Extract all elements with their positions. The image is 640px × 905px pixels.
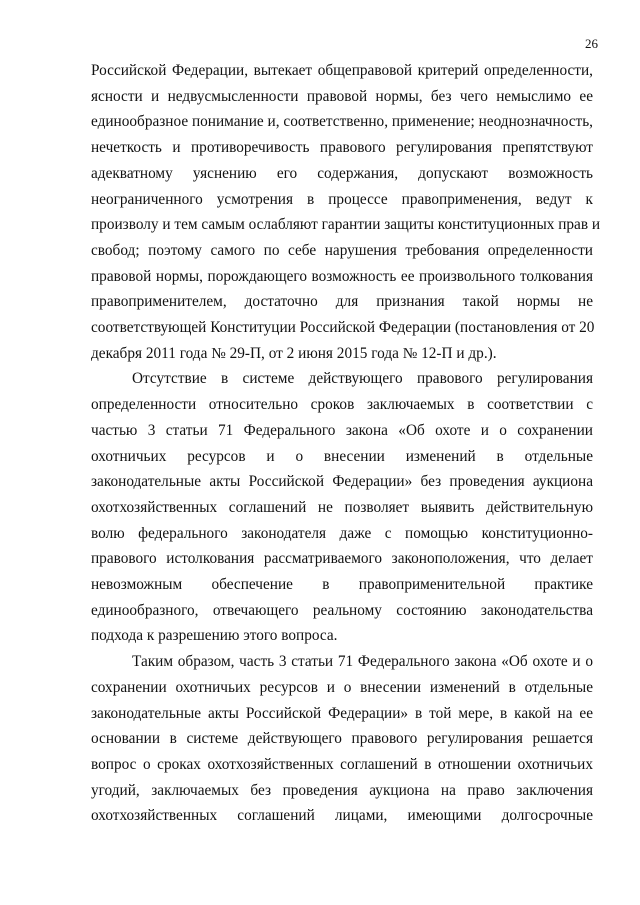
text-line: волю федерального законодателя даже с помощью конституционно- (91, 524, 593, 542)
text-line: охотхозяйственных соглашений лицами, имеющими долгосрочные (91, 807, 593, 825)
text-line: свобод; поэтому самого по себе нарушения требования определенности (91, 241, 593, 259)
text-line: произволу и тем самым ослабляют гарантии защиты конституционных прав и (91, 216, 601, 234)
text-line: адекватному уяснению его содержания, допускают возможность (91, 164, 593, 182)
text-line: соответствующей Конституции Российской Федерации (постановления от 20 (91, 319, 595, 337)
paragraph-2 (91, 366, 593, 649)
text-line: угодий, заключаемых без проведения аукциона на право заключения (91, 781, 593, 799)
text-line: единообразного, отвечающего реальному состоянию законодательства (91, 601, 593, 619)
text-line: Отсутствие в системе действующего правового регулирования (132, 370, 593, 388)
text-line: Таким образом, часть 3 статьи 71 Федерального закона «Об охоте и о (132, 653, 593, 671)
text-line: законодательные акты Российской Федерации» в той мере, в какой на ее (91, 704, 593, 722)
text-line: законодательные акты Российской Федерации» без проведения аукциона (91, 473, 593, 491)
text-line: невозможным обеспечение в правоприменительной практике (91, 576, 593, 594)
text-line: охотничьих ресурсов и о внесении изменений в отдельные (91, 447, 593, 465)
text-line: единообразное понимание и, соответственно, применение; неоднозначность, (91, 113, 593, 131)
text-line: нечеткость и противоречивость правового регулирования препятствуют (91, 139, 593, 157)
paragraph-3 (91, 649, 593, 829)
text-line: определенности относительно сроков заключаемых в соответствии с (91, 396, 593, 414)
text-line: подхода к разрешению этого вопроса. (91, 627, 338, 645)
text-line: основании в системе действующего правового регулирования решается (91, 730, 593, 748)
text-line: Российской Федерации, вытекает общеправовой критерий определенности, (91, 62, 593, 79)
text-line: сохранении охотничьих ресурсов и о внесении изменений в отдельные (91, 678, 593, 696)
text-line: вопрос о сроках охотхозяйственных соглашений в отношении охотничьих (91, 755, 593, 773)
paragraph-1 (91, 58, 601, 366)
text-line: правовой нормы, порождающего возможность ее произвольного толкования (91, 267, 593, 285)
document-body (91, 58, 601, 829)
text-line: правоприменителем, достаточно для признания такой нормы не (91, 293, 593, 311)
text-line: декабря 2011 года № 29-П, от 2 июня 2015 года № 12-П и др.). (91, 344, 497, 362)
page-number: 26 (585, 36, 598, 51)
text-line: частью 3 статьи 71 Федерального закона «Об охоте и о сохранении (91, 421, 593, 439)
text-line: охотхозяйственных соглашений не позволяет выявить действительную (91, 498, 593, 516)
text-line: ясности и недвусмысленности правовой нормы, без чего немыслимо ее (91, 87, 593, 105)
text-line: неограниченного усмотрения в процессе правоприменения, ведут к (91, 190, 593, 208)
text-line: правового истолкования рассматриваемого законоположения, что делает (91, 550, 593, 568)
